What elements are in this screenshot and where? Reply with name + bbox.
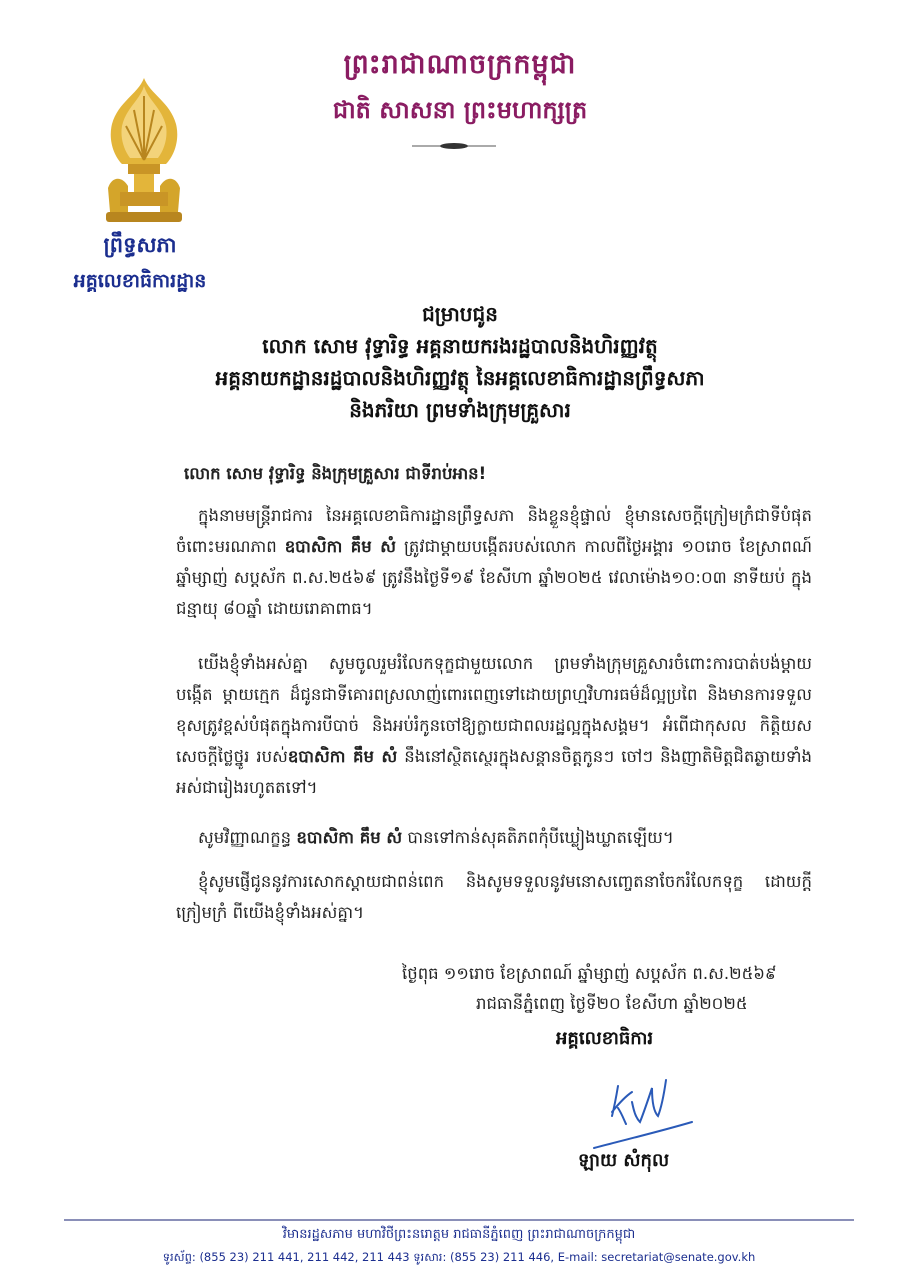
handwritten-signature xyxy=(588,1072,698,1152)
paragraph-1-text-b: ត្រូវជាម្តាយបង្កើតរបស់លោក កាលពីថ្ងៃអង្គារ ១០រោច ខែស្រាពណ៍ ឆ្នាំម្សាញ់ សប្តស័ក ព.ស.២៥៦៩ ត្រូវនឹងថ្ងៃទី១៩ ខែសីហា ឆ្នាំ២០២៥ វេលាម៉ោង១០:០៣ នាទីយប់ ក្នុងជន្មាយុ ៨០ឆ្នាំ ដោយរោគាពាធ។ xyxy=(176,537,812,618)
paragraph-4-text: ខ្ញុំសូមផ្ញើជូននូវការសោកស្តាយជាពន់ពេក និងសូមទទួលនូវមនោសញ្ចេតនាចែករំលែកទុក្ខ ដោយក្តីក្រៀមក្រំ ពីយើងខ្ញុំទាំងអស់គ្នា។ xyxy=(176,872,812,922)
paragraph-1 xyxy=(176,500,812,624)
date-lunar: ថ្ងៃពុធ ១១រោច ខែស្រាពណ៍ ឆ្នាំម្សាញ់ សប្តស័ក ព.ស.២៥៦៩ xyxy=(402,964,777,983)
paragraph-1-text-a: ក្នុងនាមមន្ត្រីរាជការ នៃអគ្គលេខាធិការដ្ឋានព្រឹទ្ធសភា និងខ្លួនខ្ញុំផ្ទាល់ ខ្ញុំមានសេចក្តីក្រៀមក្រំជាទីបំផុតចំពោះមរណភាព xyxy=(176,506,812,556)
org-senate: ព្រឹទ្ធសភា xyxy=(103,232,177,257)
kingdom-motto xyxy=(250,48,670,130)
date-solar: រាជធានីភ្នំពេញ ថ្ងៃទី២០ ខែសីហា ឆ្នាំ២០២៥ xyxy=(476,994,748,1013)
paragraph-2 xyxy=(176,648,812,803)
paragraph-2-text-b: នឹងនៅស្ថិតស្ថេរក្នុងសន្តានចិត្តកូនៗ ចៅៗ និងញាតិមិត្តជិតឆ្ងាយទាំងអស់ជារៀងរហូតតទៅ។ xyxy=(176,747,812,797)
ornament-divider xyxy=(412,142,496,150)
paragraph-3-text-b: បានទៅកាន់សុគតិភពកុំបីឃ្លៀងឃ្លាតឡើយ។ xyxy=(402,828,674,847)
recipient-line-1: ជម្រាបជូន xyxy=(422,302,498,326)
deceased-name: ឧបាសិកា គឹម សំ xyxy=(296,828,403,847)
deceased-name: ឧបាសិកា គឹម សំ xyxy=(287,747,398,766)
org-secretariat: អគ្គលេខាធិការដ្ឋាន xyxy=(73,270,207,292)
deceased-name: ឧបាសិកា គឹម សំ xyxy=(284,537,396,556)
senate-emblem-icon xyxy=(98,76,190,226)
footer-divider xyxy=(64,1219,854,1221)
footer-address: វិមានរដ្ឋសភាម មហាវិថីព្រះនរោត្តម រាជធានីភ្នំពេញ ព្រះរាជាណាចក្រកម្ពុជា xyxy=(282,1227,636,1242)
paragraph-3 xyxy=(176,822,812,853)
signer-title: អគ្គលេខាធិការ xyxy=(556,1028,654,1049)
kingdom-title: ព្រះរាជាណាចក្រកម្ពុជា xyxy=(343,49,577,80)
recipient-line-4: និងភរិយា ព្រមទាំងក្រុមគ្រួសារ xyxy=(349,398,571,422)
recipient-block xyxy=(160,298,760,426)
recipient-line-3: អគ្គនាយកដ្ឋានរដ្ឋបាលនិងហិរញ្ញវត្ថុ នៃអគ្គលេខាធិការដ្ឋានព្រឹទ្ធសភា xyxy=(215,366,705,390)
kingdom-motto-line: ជាតិ សាសនា ព្រះមហាក្សត្រ xyxy=(332,95,588,124)
footer-contact: ទូរស័ព្ទ: (855 23) 211 441, 211 442, 211 443 ទូរសារ: (855 23) 211 446, E-mail: secretariat@senate.gov.kh xyxy=(162,1250,756,1264)
paragraph-3-text-a: សូមវិញ្ញាណក្ខន្ធ xyxy=(198,828,297,847)
signer-name: ឡាយ សំកុល xyxy=(578,1150,670,1171)
salutation: លោក សោម វុទ្ធារិទ្ធ និងក្រុមគ្រួសារ ជាទីរាប់អាន! xyxy=(184,464,487,483)
paragraph-2-text-a: យើងខ្ញុំទាំងអស់គ្នា សូមចូលរួមរំលែកទុក្ខជាមួយលោក ព្រមទាំងក្រុមគ្រួសារចំពោះការបាត់បង់ម្តាយបង្កើត ម្តាយក្មេក ដ៏ជូនជាទីគោរពស្រលាញ់ពោរពេញទៅដោយព្រហ្មវិហារធម៌ដ៏ល្អប្រពៃ និងមានការទទួលខុសត្រូវខ្ពស់បំផុតក្នុងការបីបាច់ និងអប់រំកូនចៅឱ្យក្លាយជាពលរដ្ឋល្អក្នុងសង្គម។ អំពើជាកុសល កិត្តិយស សេចក្តីថ្លៃថ្នូរ របស់ xyxy=(176,654,812,766)
paragraph-4 xyxy=(176,866,812,928)
recipient-line-2: លោក សោម វុទ្ធារិទ្ធ អគ្គនាយករងរដ្ឋបាលនិងហិរញ្ញវត្ថុ xyxy=(262,334,658,358)
org-name xyxy=(40,232,240,297)
